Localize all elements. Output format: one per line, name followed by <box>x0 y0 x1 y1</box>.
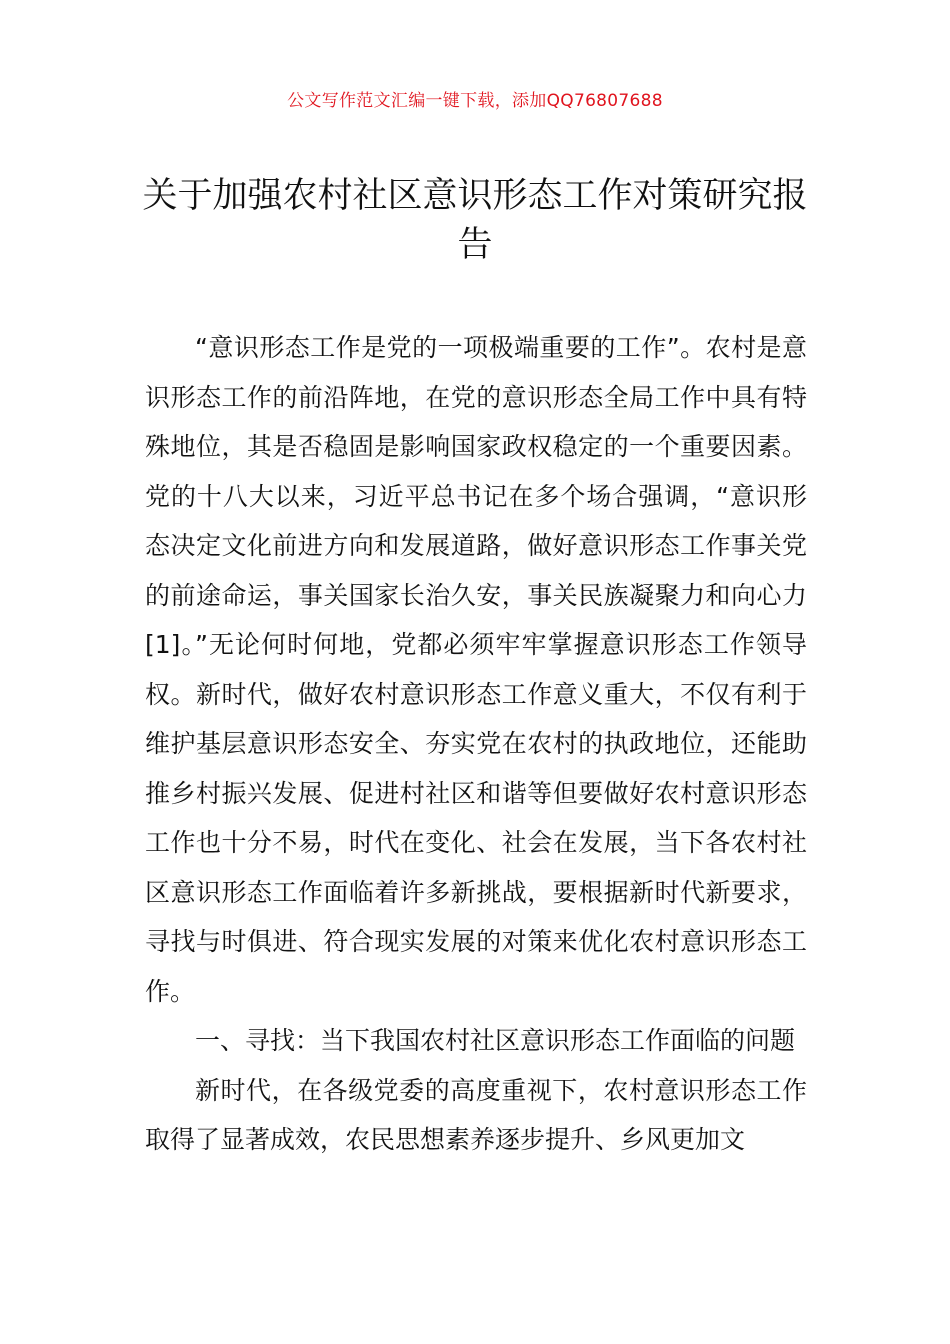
document-body <box>145 323 807 1165</box>
body-paragraph-section-1: 新时代，在各级党委的高度重视下，农村意识形态工作取得了显著成效，农民思想素养逐步提升、乡风更加文 <box>145 1075 807 1154</box>
body-paragraph-intro: “意识形态工作是党的一项极端重要的工作”。农村是意识形态工作的前沿阵地，在党的意识形态全局工作中具有特殊地位，其是否稳固是影响国家政权稳定的一个重要因素。党的十八大以来，习近平总书记在多个场合强调，“意识形态决定文化前进方向和发展道路，做好意识形态工作事关党的前途命运，事关国家长治久安，事关民族凝聚力和向心力[1]。”无论何时何地，党都必须牢牢掌握意识形态工作领导权。新时代，做好农村意识形态工作意义重大，不仅有利于维护基层意识形态安全、夯实党在农村的执政地位，还能助推乡村振兴发展、促进村社区和谐等但要做好农村意识形态工作也十分不易，时代在变化、社会在发展，当下各农村社区意识形态工作面临着许多新挑战，要根据新时代新要求，寻找与时俱进、符合现实发展的对策来优化农村意识形态工作。 <box>145 333 807 1006</box>
section-heading-1: 一、寻找：当下我国农村社区意识形态工作面临的问题 <box>195 1026 796 1055</box>
promo-banner[interactable]: 公文写作范文汇编一键下载，添加QQ76807688 <box>287 91 663 111</box>
document-title: 关于加强农村社区意识形态工作对策研究报告 <box>142 176 808 265</box>
